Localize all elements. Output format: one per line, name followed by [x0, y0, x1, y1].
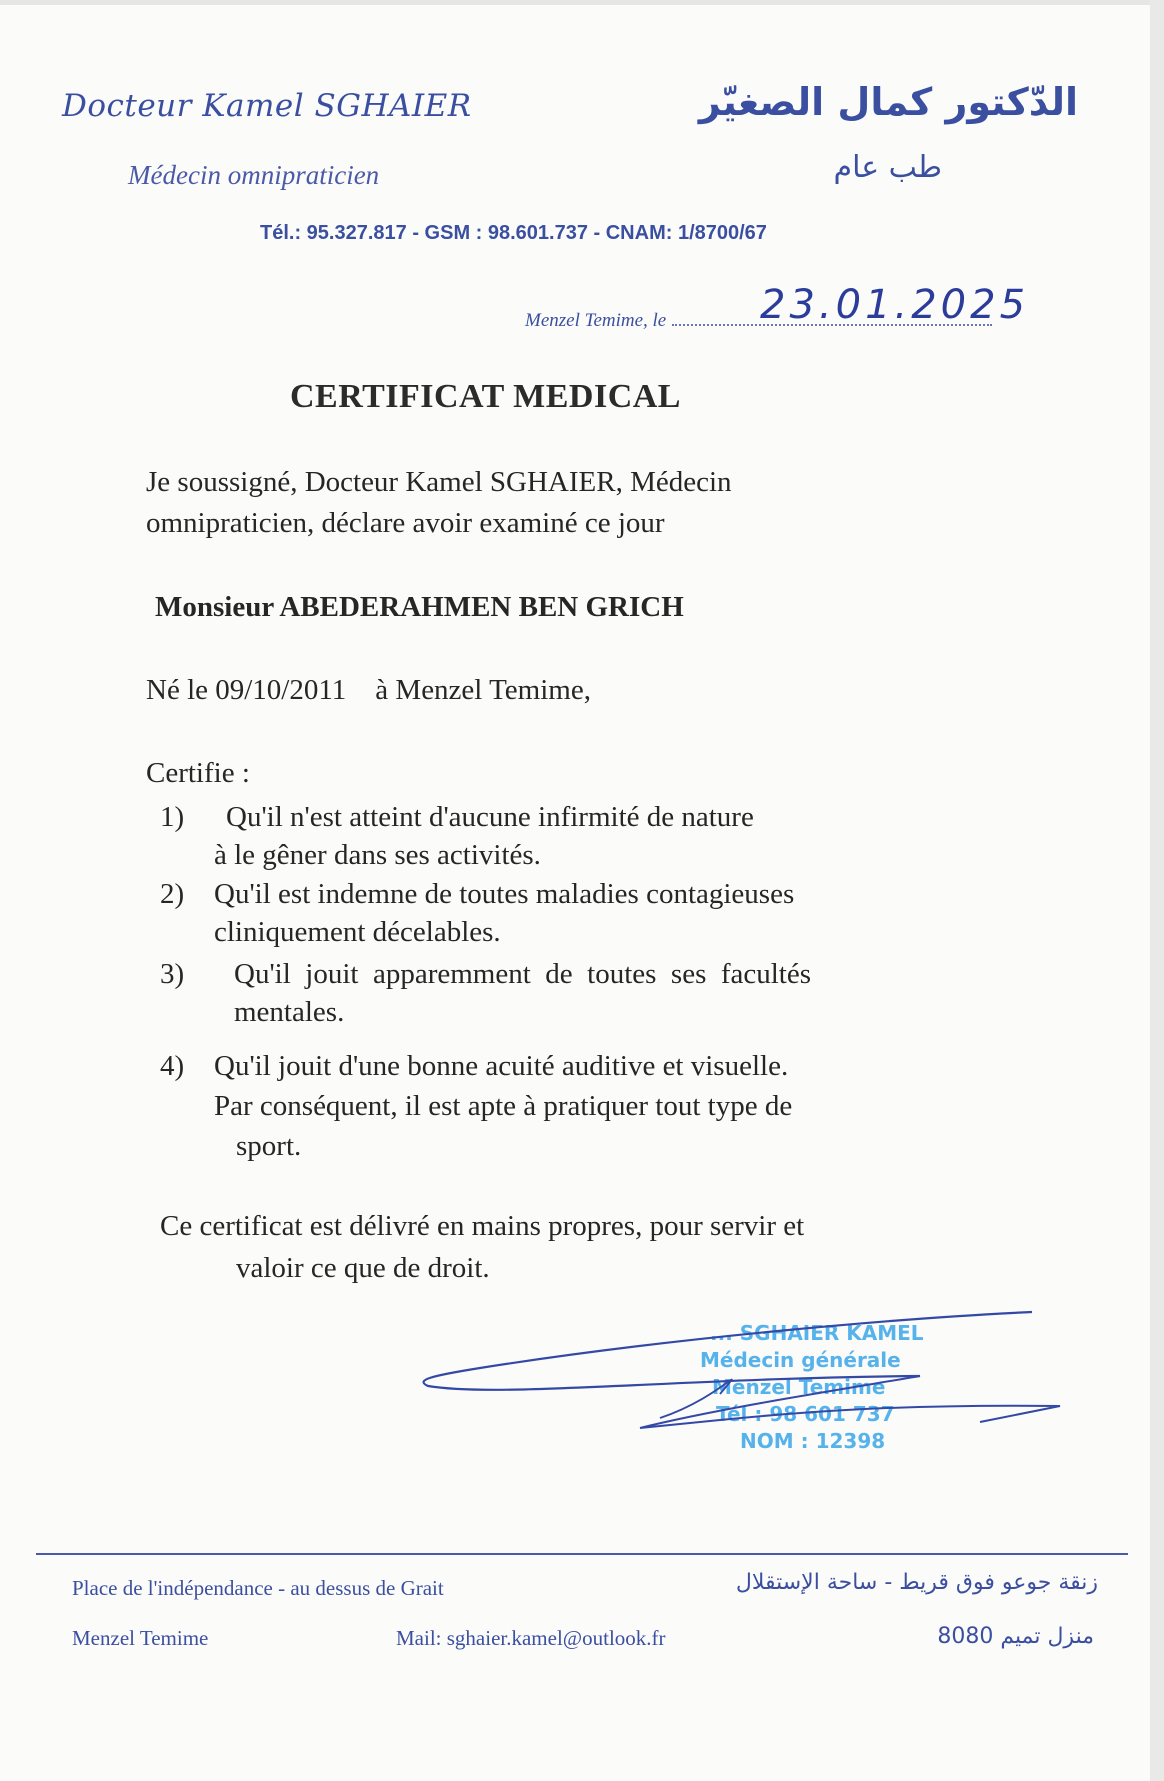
list-item-line: Qu'il jouit d'une bonne acuité auditive et visuelle. — [214, 1050, 789, 1082]
footer-city: Menzel Temime — [72, 1626, 209, 1650]
list-item-line: Par conséquent, il est apte à pratiquer tout type de — [214, 1090, 793, 1122]
birth-info: Né le 09/10/2011 à Menzel Temime, — [146, 674, 591, 706]
list-item-line: à le gêner dans ses activités. — [214, 839, 541, 871]
intro-paragraph: Je soussigné, Docteur Kamel SGHAIER, Médecin omnipraticien, déclare avoir examiné ce jour — [146, 466, 732, 539]
paper-top-edge — [0, 0, 1164, 5]
list-item-line: Qu'il n'est atteint d'aucune infirmité de nature — [226, 801, 754, 833]
paper-right-edge — [1150, 0, 1164, 1781]
footer-rule — [36, 1553, 1128, 1555]
date-label: Menzel Temime, le — [525, 310, 667, 331]
footer-address-arabic: زنقة جوعو فوق قريط - ساحة الإستقلال — [735, 1570, 1098, 1595]
list-item-number: 2) — [160, 878, 185, 910]
closing-line-2: valoir ce que de droit. — [236, 1252, 490, 1284]
contact-line: Tél.: 95.327.817 - GSM : 98.601.737 - CNAM: 1/8700/67 — [260, 222, 767, 244]
stamp-line: NOM : 12398 — [740, 1429, 886, 1453]
list-item-number: 4) — [160, 1050, 185, 1082]
certifie-label: Certifie : — [146, 757, 250, 789]
doctor-specialty: Médecin omnipraticien — [128, 160, 380, 190]
footer-mail: Mail: sghaier.kamel@outlook.fr — [396, 1626, 666, 1650]
doctor-name: Docteur Kamel SGHAIER — [62, 88, 472, 124]
list-item-line: cliniquement décelables. — [214, 916, 501, 948]
stamp-line: Médecin générale — [700, 1348, 901, 1372]
certificate-title: CERTIFICAT MEDICAL — [290, 378, 681, 415]
doctor-name-arabic: الدّكتور كمال الصغيّر — [698, 80, 1078, 124]
signature-scribble — [420, 1298, 1080, 1458]
doctor-specialty-arabic: طب عام — [833, 150, 942, 185]
stamp-line: Tél : 98 601 737 — [716, 1402, 895, 1426]
patient-name: Monsieur ABEDERAHMEN BEN GRICH — [155, 591, 684, 623]
list-item-number: 3) — [160, 958, 185, 990]
footer-address: Place de l'indépendance - au dessus de Grait — [72, 1576, 444, 1600]
stamp-line: Menzel Temime — [712, 1375, 886, 1399]
list-item-number: 1) — [160, 801, 185, 833]
footer-city-arabic: منزل تميم 8080 — [937, 1624, 1094, 1649]
stamp-line: ... SGHAIER KAMEL — [710, 1321, 924, 1345]
list-item-line: sport. — [236, 1130, 302, 1162]
closing-line-1: Ce certificat est délivré en mains propres, pour servir et — [160, 1210, 805, 1242]
list-item-line: mentales. — [234, 996, 345, 1028]
date-handwritten: 23.01.2025 — [760, 282, 1030, 328]
list-item-line: Qu'il jouit apparemment de toutes ses facultés — [234, 958, 812, 990]
list-item-line: Qu'il est indemne de toutes maladies contagieuses — [214, 878, 795, 910]
